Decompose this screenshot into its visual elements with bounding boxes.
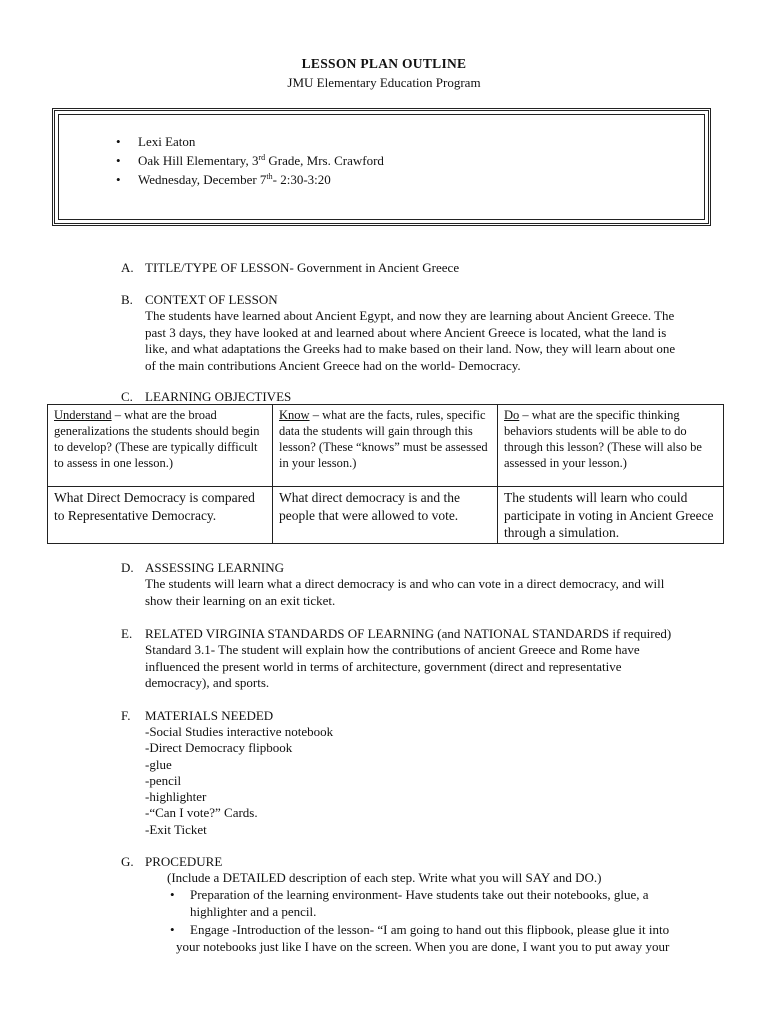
date-ordinal: th [266, 172, 273, 181]
step-line: • Preparation of the learning environment- Have students take out their notebooks, glue, a [190, 887, 649, 902]
section-heading-text: MATERIALS NEEDED [145, 708, 274, 723]
objectives-table [47, 404, 724, 544]
section-heading-text: RELATED VIRGINIA STANDARDS OF LEARNING (and NATIONAL STANDARDS if required) [145, 626, 672, 641]
school-ordinal: rd [258, 153, 266, 162]
section-b-heading [121, 292, 278, 308]
section-letter: A. [121, 260, 134, 275]
context-paragraph [145, 308, 715, 374]
step-line: your notebooks just like I have on the screen. When you are done, I want you to put away your [176, 939, 670, 954]
objective-answer-understand: What Direct Democracy is compared to Representative Democracy. [48, 487, 273, 544]
procedure-list [168, 886, 669, 955]
step-line: • Engage -Introduction of the lesson- “I am going to hand out this flipbook, please glue it into [190, 922, 670, 937]
page-title: LESSON PLAN OUTLINE [301, 56, 467, 71]
list-item: -Direct Democracy flipbook [145, 740, 293, 756]
info-list [116, 132, 384, 189]
materials-list [145, 724, 333, 838]
section-f-heading [121, 708, 273, 724]
objective-header-understand [48, 405, 273, 487]
table-row [48, 487, 724, 544]
section-g-heading [121, 854, 222, 870]
objective-answer-do: The students will learn who could participate in voting in Ancient Greece through a simulation. [498, 487, 724, 544]
section-e-heading [121, 626, 671, 642]
page-subtitle: JMU Elementary Education Program [287, 75, 481, 90]
list-item: -glue [145, 756, 172, 772]
objective-term: Do [504, 408, 520, 422]
paragraph-line: of the main contributions Ancient Greece had on the world- Democracy. [145, 357, 521, 373]
paragraph-line: influenced the present world in terms of architecture, government (direct and representative [145, 658, 622, 674]
paragraph-line: like, and what adaptations the Greeks had to make based on their land. Now, they will learn about one [145, 341, 676, 356]
list-item: -Social Studies interactive notebook [145, 724, 334, 739]
table-row [48, 405, 724, 487]
section-letter: B. [121, 292, 133, 307]
standards-paragraph [145, 642, 715, 692]
paragraph-line: Standard 3.1- The student will explain how the contributions of ancient Greece and Rome have [145, 642, 640, 657]
section-c-heading [121, 389, 291, 405]
objective-header-know [273, 405, 498, 487]
paragraph-line: democracy), and sports. [145, 675, 270, 690]
paragraph-line: past 3 days, they have looked at and learned about where Ancient Greece is located, what the land is [145, 324, 667, 340]
objective-term: Understand [54, 408, 112, 422]
section-letter: D. [121, 560, 134, 575]
info-item-name: • Lexi Eaton [116, 132, 384, 151]
objective-desc: – what are the broad generalizations the students should begin to develop? (These are typically difficult to assess in one lesson.) [54, 408, 260, 470]
objective-answer-know: What direct democracy is and the people that were allowed to vote. [273, 487, 498, 544]
school-text: Oak Hill Elementary, 3 [138, 153, 259, 168]
section-letter: F. [121, 708, 131, 723]
section-heading-text: CONTEXT OF LESSON [145, 292, 278, 307]
list-item: -pencil [145, 772, 182, 788]
section-heading-text: PROCEDURE [145, 854, 223, 869]
list-item: -highlighter [145, 789, 207, 805]
section-a-heading [121, 260, 459, 276]
objective-desc: – what are the specific thinking behaviors students will be able to do through this lesson? (These will also be assessed in your lesson.) [504, 408, 702, 470]
date-text-end: - 2:30-3:20 [272, 172, 331, 187]
section-letter: C. [121, 389, 133, 404]
step-line: highlighter and a pencil. [190, 904, 317, 919]
objective-term: Know [279, 408, 310, 422]
assessing-paragraph [145, 576, 715, 609]
procedure-note: (Include a DETAILED description of each step. Write what you will SAY and DO.) [167, 870, 602, 885]
list-item: -Exit Ticket [145, 821, 207, 837]
section-heading-text: TITLE/TYPE OF LESSON- Government in Ancient Greece [145, 260, 460, 275]
list-item: -“Can I vote?” Cards. [145, 805, 258, 821]
objective-header-do [498, 405, 724, 487]
info-item-date [116, 170, 384, 189]
objective-desc: – what are the facts, rules, specific data the students will gain through this lesson? (These “knows” must be assessed in your lesson.) [279, 408, 488, 470]
paragraph-line: The students have learned about Ancient Egypt, and now they are learning about Ancient Greece. The [145, 308, 675, 323]
list-item [168, 886, 669, 920]
info-item-school [116, 151, 384, 170]
date-text: Wednesday, December 7 [138, 172, 267, 187]
paragraph-line: show their learning on an exit ticket. [145, 592, 336, 608]
section-d-heading [121, 560, 284, 576]
list-item [168, 921, 669, 955]
section-letter: G. [121, 854, 134, 869]
school-text-end: Grade, Mrs. Crawford [265, 153, 384, 168]
paragraph-line: The students will learn what a direct democracy is and who can vote in a direct democracy, and will [145, 576, 665, 591]
section-heading-text: ASSESSING LEARNING [145, 560, 285, 575]
section-heading-text: LEARNING OBJECTIVES [145, 389, 292, 404]
section-letter: E. [121, 626, 133, 641]
